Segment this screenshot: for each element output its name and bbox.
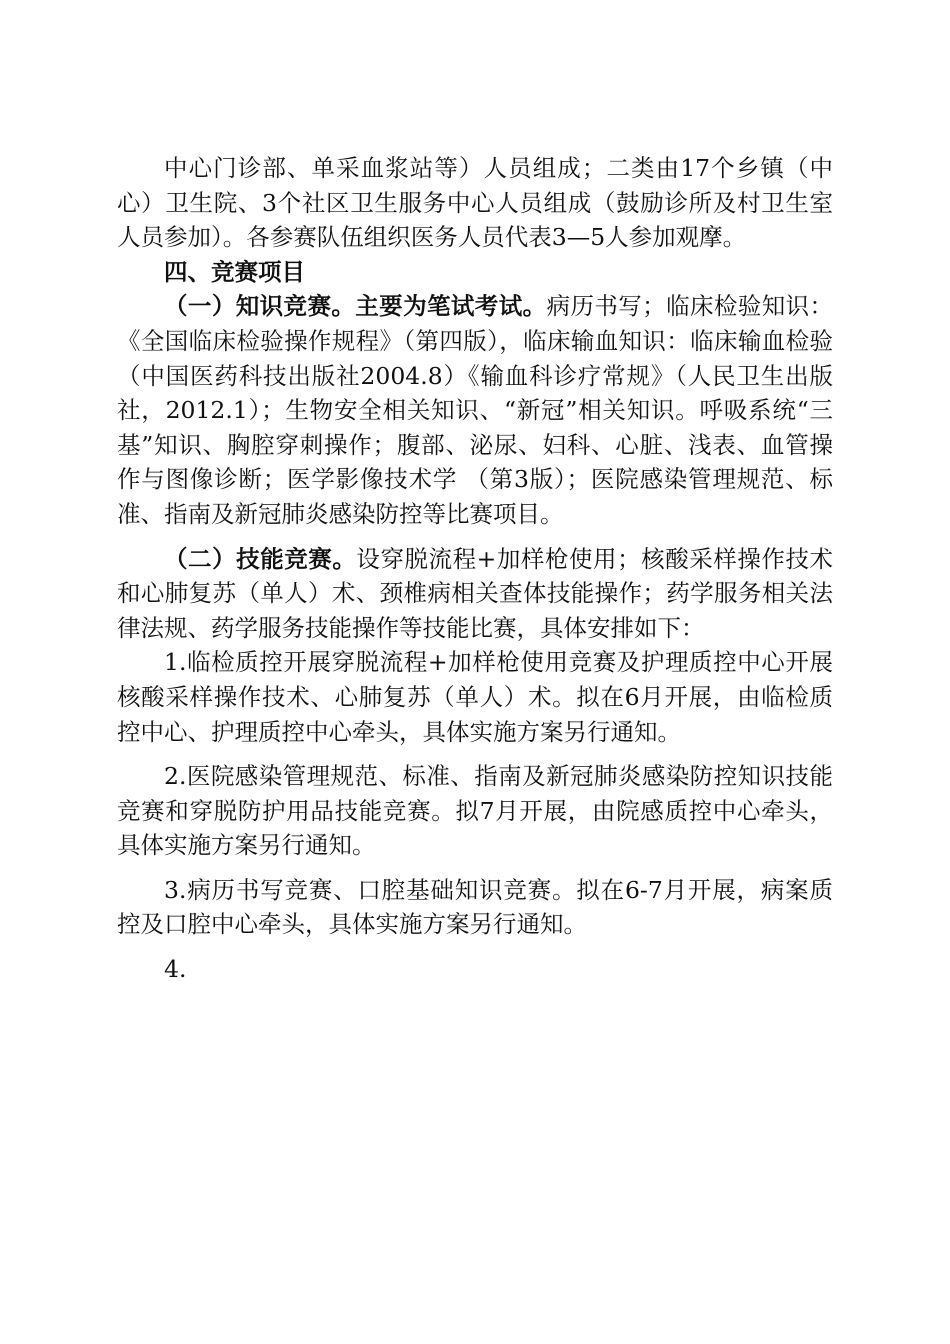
section-heading-competition-items: 四、竞赛项目 [164, 257, 305, 286]
list-item-1: 1.临检质控开展穿脱流程+加样枪使用竞赛及护理质控中心开展核酸采样操作技术、心肺复苏（单人）术。拟在6月开展，由临检质控中心、护理质控中心牵头，具体实施方案另行通知。 [117, 648, 833, 746]
paragraph-skills-competition [117, 542, 833, 646]
subsection-title-skills: （二）技能竞赛。 [164, 544, 357, 573]
list-item-4: 4. [164, 955, 187, 984]
subsection-title-knowledge: （一）知识竞赛。主要为笔试考试。 [164, 292, 547, 321]
knowledge-competition-body: 病历书写；临床检验知识：《全国临床检验操作规程》（第四版），临床输血知识：临床输血检验（中国医药科技出版社2004.8）《输血科诊疗常规》（人民卫生出版社，2012.1）；生物安全相关知识、“新冠”相关知识。呼吸系统“三基”知识、胸腔穿刺操作；腹部、泌尿、妇科、心脏、浅表、血管操作与图像诊断；医学影像技术学 （第3版）；医院感染管理规范、标准、指南及新冠肺炎感染防控等比赛项目。 [117, 292, 834, 528]
skills-competition-body: 设穿脱流程+加样枪使用；核酸采样操作技术和心肺复苏（单人）术、颈椎病相关查体技能操作；药学服务相关法律法规、药学服务技能操作等技能比赛，具体安排如下： [117, 544, 833, 642]
paragraph-knowledge-competition [117, 289, 833, 531]
list-item-2: 2.医院感染管理规范、标准、指南及新冠肺炎感染防控知识技能竞赛和穿脱防护用品技能竞赛。拟7月开展，由院感质控中心牵头，具体实施方案另行通知。 [117, 762, 833, 860]
list-item-3: 3.病历书写竞赛、口腔基础知识竞赛。拟在6-7月开展，病案质控及口腔中心牵头，具体实施方案另行通知。 [117, 875, 833, 939]
document-body [117, 151, 833, 987]
paragraph-participants: 中心门诊部、单采血浆站等）人员组成；二类由17个乡镇（中心）卫生院、3个社区卫生服务中心人员组成（鼓励诊所及村卫生室人员参加）。各参赛队伍组织医务人员代表3—5人参加观摩。 [117, 154, 833, 252]
